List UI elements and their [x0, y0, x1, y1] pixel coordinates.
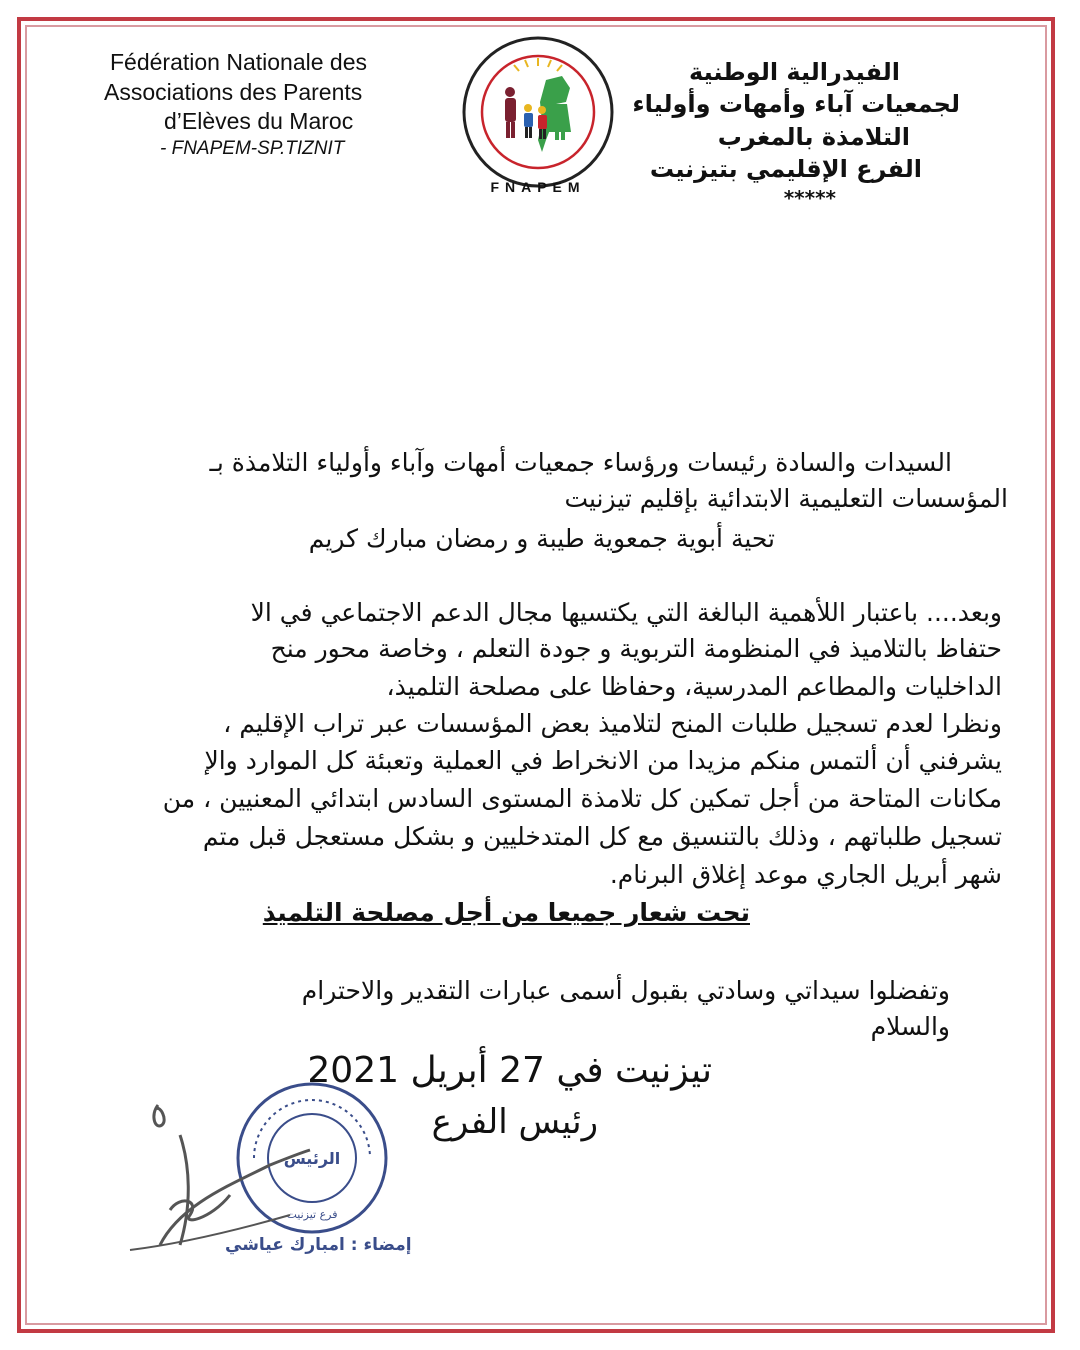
body-line1: وبعد.... باعتبار اللأهمية البالغة التي يكتسيها مجال الدعم الاجتماعي في الا — [250, 598, 1002, 627]
address-line2: المؤسسات التعليمية الابتدائية بإقليم تيزنيت — [564, 484, 1008, 513]
address-line1: السيدات والسادة رئيسات ورؤساء جمعيات أمهات وآباء وأولياء التلامذة بـ — [209, 448, 952, 477]
body-line3: الداخليات والمطاعم المدرسية، وحفاظا على مصلحة التلميذ، — [386, 672, 1002, 701]
stamp-center-text: الرئيس — [283, 1149, 341, 1168]
header-fr-line3: d’Elèves du Maroc — [164, 108, 354, 134]
body-line8: شهر أبريل الجاري موعد إغلاق البرنام. — [609, 860, 1002, 889]
body-line6: مكانات المتاحة من أجل تمكين كل تلامذة المستوى السادس ابتدائي المعنيين ، من — [162, 784, 1002, 813]
body-line2: حتفاظ بالتلاميذ في المنظومة التربوية و جودة التعلم ، وخاصة محور منح — [270, 634, 1002, 663]
header-ar-line4: الفرع الإقليمي بتيزنيت — [649, 155, 922, 183]
body-line4: ونظرا لعدم تسجيل طلبات المنح لتلاميذ بعض المؤسسات عبر تراب الإقليم ، — [223, 709, 1002, 738]
slogan: تحت شعار جميعا من أجل مصلحة التلميذ — [262, 898, 750, 927]
signature-caption: إمضاء : امبارك عياشي — [225, 1235, 412, 1255]
header-fr-line1: Fédération Nationale des — [110, 49, 367, 75]
header-fr-line4: - FNAPEM-SP.TIZNIT — [160, 138, 345, 159]
header-fr-line2: Associations des Parents — [104, 79, 363, 105]
header-arabic — [0, 0, 1080, 220]
header-ar-line3: التلامذة بالمغرب — [717, 123, 910, 151]
body-line5: يشرفني أن ألتمس منكم مزيدا من الانخراط في العملية وتعبئة كل الموارد والإ — [204, 746, 1002, 775]
closing-line1: وتفضلوا سيداتي وسادتي بقبول أسمى عبارات التقدير والاحترام — [301, 976, 950, 1005]
logo-acronym: FNAPEM — [490, 179, 586, 195]
greeting-line: تحية أبوية جمعوية طيبة و رمضان مبارك كريم — [308, 524, 775, 553]
signatory-title: رئيس الفرع — [431, 1102, 598, 1142]
header-ar-stars: ***** — [783, 186, 836, 210]
stamp-bottom-text: فرع تيزنيت — [286, 1208, 338, 1221]
dateline: تيزنيت في 27 أبريل 2021 — [307, 1050, 712, 1091]
header-ar-line2: لجمعيات آباء وأمهات وأولياء — [632, 90, 960, 118]
header-ar-line1: الفيدرالية الوطنية — [689, 58, 900, 86]
body-line7: تسجيل طلباتهم ، وذلك بالتنسيق مع كل المتدخليين و بشكل مستعجل قبل متم — [202, 822, 1002, 851]
closing-line2: والسلام — [870, 1012, 950, 1041]
